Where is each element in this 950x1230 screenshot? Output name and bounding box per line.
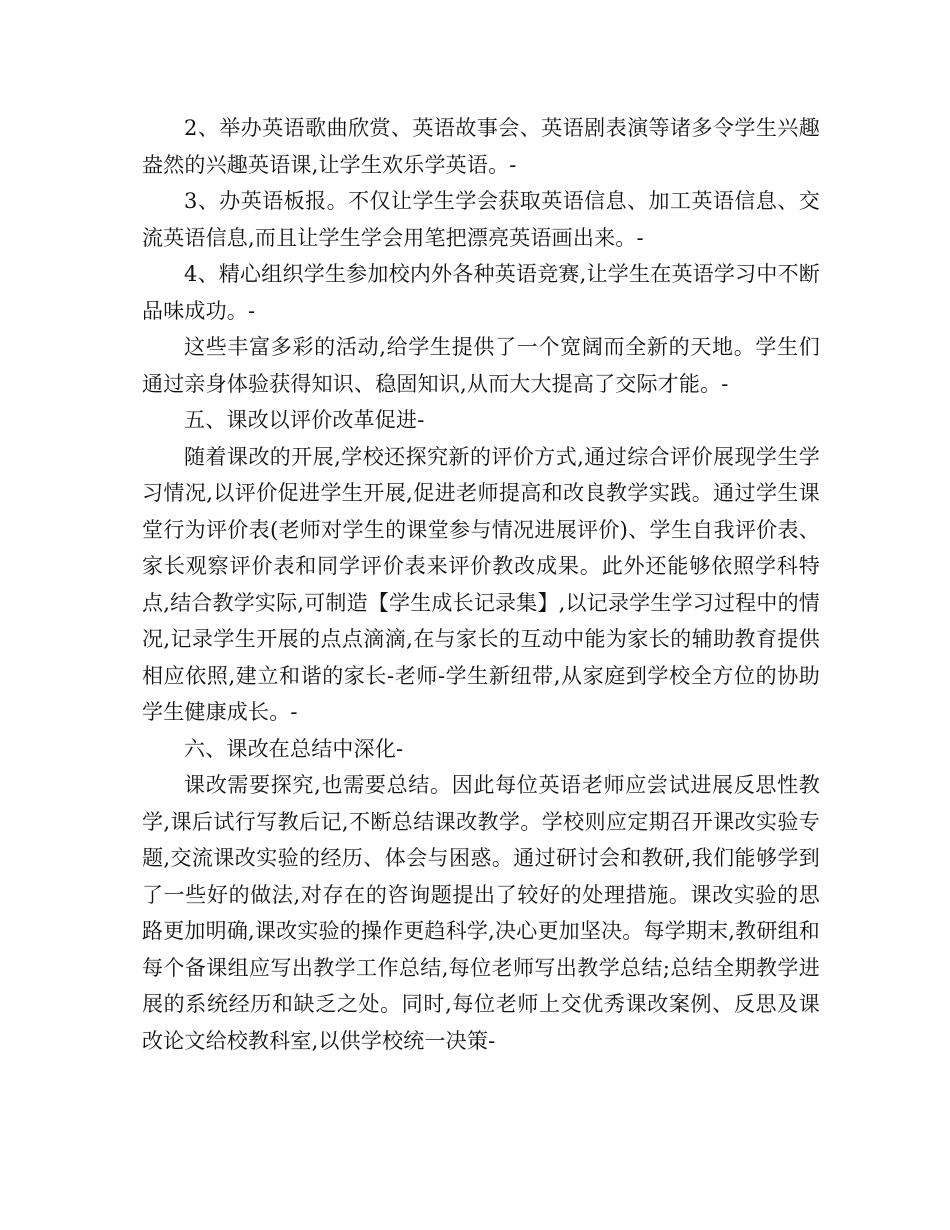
paragraph-activities-summary: 这些丰富多彩的活动,给学生提供了一个宽阔而全新的天地。学生们通过亲身体验获得知识、稳固知识,从而大大提高了交际才能。- [142,335,820,396]
paragraph-activity-4: 4、精心组织学生参加校内外各种英语竞赛,让学生在英语学习中不断品味成功。- [142,262,820,323]
paragraph-activity-2: 2、举办英语歌曲欣赏、英语故事会、英语剧表演等诸多令学生兴趣盎然的兴趣英语课,让学生欢乐学英语。- [142,116,820,177]
paragraph-evaluation-reform: 随着课改的开展,学校还探究新的评价方式,通过综合评价展现学生学习情况,以评价促进学生开展,促进老师提高和改良教学实践。通过学生课堂行为评价表(老师对学生的课堂参与情况进展评价)、学生自我评价表、家长观察评价表和同学评价表来评价教改成果。此外还能够依照学科特点,结合教学实际,可制造【学生成长记录集】,以记录学生学习过程中的情况,记录学生开展的点点滴滴,在与家长的互动中能为家长的辅助教育提供相应依照,建立和谐的家长-老师-学生新纽带,从家庭到学校全方位的协助学生健康成长。- [142,444,820,724]
section-heading-six: 六、课改在总结中深化- [184,736,404,761]
section-heading-five: 五、课改以评价改革促进- [184,408,425,432]
paragraph-summary-deepening: 课改需要探究,也需要总结。因此每位英语老师应尝试进展反思性教学,课后试行写教后记,不断总结课改教学。学校则应定期召开课改实验专题,交流课改实验的经历、体会与困惑。通过研讨会和教研,我们能够学到了一些好的做法,对存在的咨询题提出了较好的处理措施。课改实验的思路更加明确,课改实验的操作更趋科学,决心更加坚决。每学期末,教研组和每个备课组应写出教学工作总结,每位老师写出教学总结;总结全期教学进展的系统经历和缺乏之处。同时,每位老师上交优秀课改案例、反思及课改论文给校教科室,以供学校统一决策- [142,773,820,1053]
paragraph-activity-3: 3、办英语板报。不仅让学生学会获取英语信息、加工英语信息、交流英语信息,而且让学生学会用笔把漂亮英语画出来。- [142,189,820,250]
document-body [142,110,820,1059]
